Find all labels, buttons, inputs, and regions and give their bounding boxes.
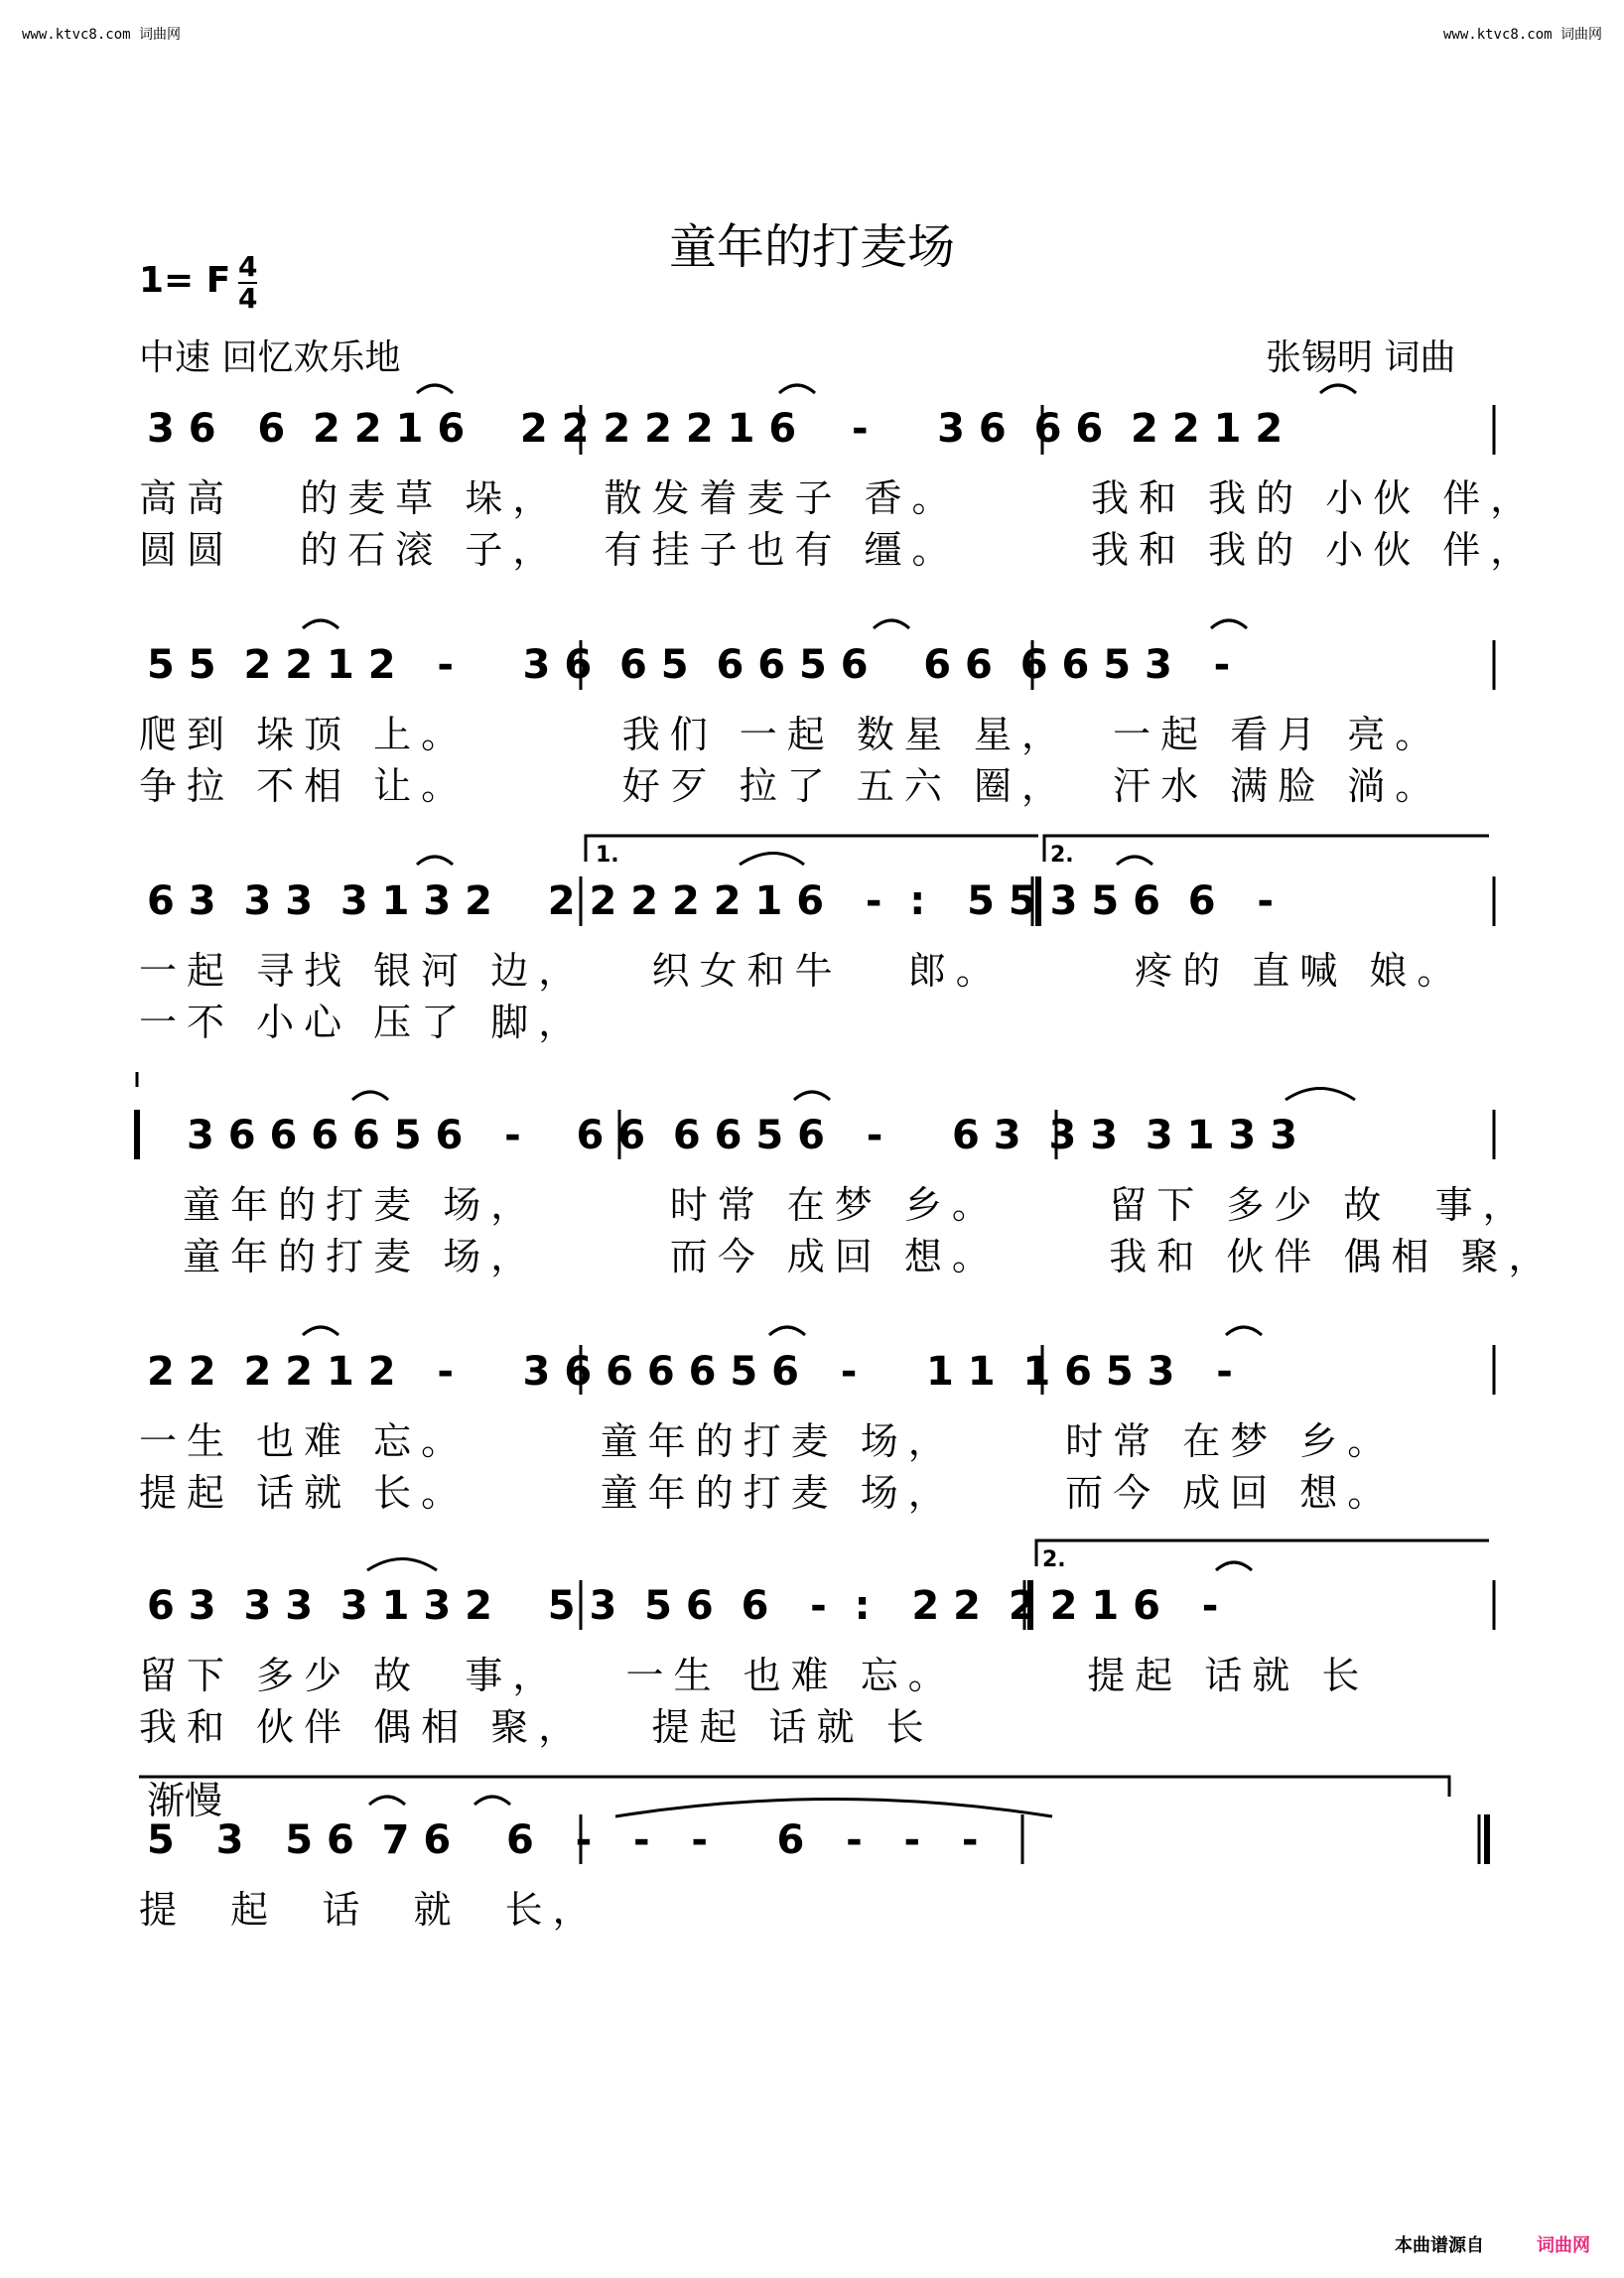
header-right-watermark: www.ktvc8.com 词曲网 <box>1442 27 1602 43</box>
lyric-row-3-verse-1: 一起 寻找 银河 边， 织女和牛 郎。 疼的 直喊 娘。 <box>139 949 1465 993</box>
composer-credit: 张锡明 词曲 <box>1266 337 1456 378</box>
lyric-row-6-verse-1: 留下 多少 故 事， 一生 也难 忘。 提起 话就 长 <box>139 1654 1370 1697</box>
footer-source-label: 本曲谱源自 <box>1395 2235 1484 2256</box>
lyric-row-4-verse-1: 童年的打麦 场， 时常 在梦 乡。 留下 多少 故 事， <box>139 1183 1531 1227</box>
lyric-row-2-verse-2: 争拉 不相 让。 好歹 拉了 五六 圈， 汗水 满脸 淌。 <box>139 764 1443 808</box>
header-left-watermark: www.ktvc8.com 词曲网 <box>22 27 182 43</box>
lyric-row-5-verse-1: 一生 也难 忘。 童年的打麦 场， 时常 在梦 乡。 <box>139 1419 1396 1463</box>
tie-arc <box>417 857 453 865</box>
tie-arc <box>874 620 909 628</box>
tie-arc <box>369 1797 405 1805</box>
tie-arc <box>740 854 804 866</box>
tie-arc <box>1286 1089 1355 1101</box>
tie-arc <box>794 1092 830 1100</box>
tie-arc <box>352 1092 388 1100</box>
lyric-row-3-verse-2: 一不 小心 压了 脚， <box>139 1001 587 1044</box>
notation-row-2: 5 5 2 2 1 2 - 3 6 6 5 6 6 5 6 6 6 6 6 5 3 - <box>147 642 1231 688</box>
notation-row-6: 6 3 3 3 3 1 3 2 5 3 5 6 6 - : 2 2 2 2 1 6 - <box>147 1583 1219 1629</box>
notation-row-3: 6 3 3 3 3 1 3 2 2 2 2 2 2 1 6 - : 5 5 3 5 6 6 - <box>147 878 1274 924</box>
notation-row-1: 3 6 6 2 2 1 6 2 2 2 2 2 1 6 - 3 6 6 6 2 2 1 2 <box>147 406 1284 452</box>
notation-row-7: 5 3 5 6 7 6 6 - - - 6 - - - <box>147 1817 979 1863</box>
tie-arc <box>1211 620 1247 628</box>
lyric-row-1-verse-2: 圆圆 的石滚 子， 有挂子也有 缰。 我和 我的 小伙 伴， <box>139 528 1539 572</box>
ritardando-marking: 渐慢 <box>147 1779 223 1822</box>
tie-arc <box>769 1327 805 1335</box>
lyric-row-7-verse-1: 提 起 话 就 长， <box>139 1888 601 1932</box>
volta-1-label: 1. <box>596 843 619 868</box>
volta-1-bracket <box>586 836 1038 862</box>
tie-arc <box>1226 1327 1262 1335</box>
notation-row-5: 2 2 2 2 1 2 - 3 6 6 6 6 5 6 - 1 1 1 6 5 3 - <box>147 1349 1233 1395</box>
time-signature-top: 4 <box>238 250 258 283</box>
time-signature-bottom: 4 <box>238 282 258 315</box>
tie-arc <box>1216 1562 1252 1570</box>
key-signature: 1= F <box>139 260 231 301</box>
tie-arc <box>474 1797 510 1805</box>
tie-arc <box>1117 857 1152 865</box>
lyric-row-5-verse-2: 提起 话就 长。 童年的打麦 场， 而今 成回 想。 <box>139 1471 1396 1515</box>
lyric-row-1-verse-1: 高高 的麦草 垛， 散发着麦子 香。 我和 我的 小伙 伴， <box>139 476 1539 520</box>
lyric-row-2-verse-1: 爬到 垛顶 上。 我们 一起 数星 星， 一起 看月 亮。 <box>139 713 1443 756</box>
rit-bracket <box>139 1777 1449 1797</box>
lyric-row-6-verse-2: 我和 伙伴 偶相 聚， 提起 话就 长 <box>139 1705 934 1749</box>
tie-arc <box>779 385 815 393</box>
tempo-marking: 中速 回忆欢乐地 <box>139 337 401 378</box>
tie-arc <box>615 1800 1052 1817</box>
tie-arc <box>1320 385 1356 393</box>
lyric-row-4-verse-2: 童年的打麦 场， 而今 成回 想。 我和 伙伴 偶相 聚， <box>139 1235 1556 1278</box>
song-title: 童年的打麦场 <box>668 219 955 275</box>
tie-arc <box>303 620 338 628</box>
volta-2b-bracket <box>1036 1541 1489 1566</box>
footer-site-link[interactable]: 词曲网 <box>1537 2235 1590 2256</box>
notation-row-4: 3 6 6 6 6 5 6 - 6 6 6 6 5 6 - 6 3 3 3 3 1 3 3 <box>187 1113 1298 1158</box>
volta-2-bracket <box>1044 836 1489 862</box>
tie-arc <box>303 1327 338 1335</box>
tie-arc <box>417 385 453 393</box>
volta-2-label: 2. <box>1050 843 1074 868</box>
volta-2b-label: 2. <box>1042 1547 1066 1572</box>
tie-arc <box>367 1559 437 1571</box>
